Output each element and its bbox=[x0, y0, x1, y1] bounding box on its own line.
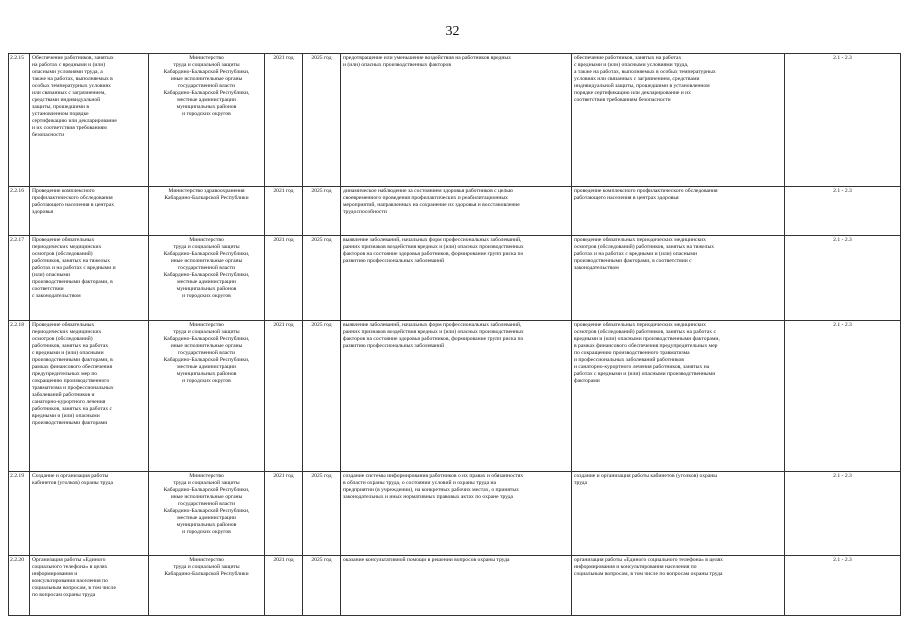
start-year: 2021 год bbox=[265, 321, 303, 472]
measures-table bbox=[8, 53, 901, 616]
end-year: 2025 год bbox=[303, 321, 341, 472]
indicator-link: проведение обязательных периодических медицинских осмотров (обследований) работников, занятых на тяжелых работах и на работах с вредными и (или) опасными производственными факторами, в соответствии с законодательством bbox=[572, 236, 785, 321]
row-number: 2.2.20 bbox=[9, 556, 30, 616]
expected-result: создание системы информирования работников о их правах и обязанностях в области охраны труда, о состоянии условий и охраны труда на предприятии (в учреждении), на конкретных рабочих местах, о принятых законодательных и иных нормативных правовых актах по охране труда bbox=[341, 472, 572, 556]
indicator-link: обеспечение работников, занятых на работах с вредными и (или) опасными условиями труда, а также на работах, выполняемых в особых температурных условиях или связанных с загрязнением, средствами индивидуальной защиты, прошедшими в установленном порядке сертификацию или декларирование и их соответствия требованиям безопасности bbox=[572, 54, 785, 187]
indicator-number: 2.1 - 2.3 bbox=[785, 321, 901, 472]
expected-result: оказание консультативной помощи в решении вопросов охраны труда bbox=[341, 556, 572, 616]
row-number: 2.2.17 bbox=[9, 236, 30, 321]
page-number: 32 bbox=[445, 24, 460, 39]
executor: Министерство здравоохранения Кабардино-Балкарской Республики bbox=[149, 187, 265, 236]
table-row bbox=[9, 321, 901, 472]
indicator-number: 2.1 - 2.3 bbox=[785, 54, 901, 187]
executor: Министерство труда и социальной защиты Кабардино-Балкарской Республики bbox=[149, 556, 265, 616]
indicator-link: организация работы «Единого социального телефона» в целях информирования и консультирования населения по социальным вопросам, в том числе по вопросам охраны труда bbox=[572, 556, 785, 616]
expected-result: выявление заболеваний, начальных форм профессиональных заболеваний, ранних признаков воздействия вредных и (или) опасных производственных факторов на состояние здоровья работников, формирование групп риска по развитию профессиональных заболеваний bbox=[341, 236, 572, 321]
end-year: 2025 год bbox=[303, 556, 341, 616]
row-number: 2.2.15 bbox=[9, 54, 30, 187]
indicator-link: проведение комплексного профилактического обследования работающего населения в центрах здоровья bbox=[572, 187, 785, 236]
row-number: 2.2.18 bbox=[9, 321, 30, 472]
end-year: 2025 год bbox=[303, 236, 341, 321]
executor: Министерство труда и социальной защиты Кабардино-Балкарской Республики, иные исполнительные органы государственной власти Кабардино-Балкарской Республики, местные администрации муниципальных районов и городских округов bbox=[149, 321, 265, 472]
measure-name: Проведение обязательных периодических медицинских осмотров (обследований) работников, занятых на работах с вредными и (или) опасными производственными факторами, в рамках финансового обеспечения предупредительных мер по сокращению производственного травматизма и профессиональных заболеваний работников и санаторно-курортного лечения работников, занятых на работах с вредными и (или) опасными производственными факторами bbox=[30, 321, 149, 472]
indicator-link: проведение обязательных периодических медицинских осмотров (обследований) работников, занятых на работах с вредными и (или) опасными производственными факторами, в рамках финансового обеспечения предупредительных мер по сокращению производственного травматизма и профессиональных заболеваний работников и санаторно-курортного лечения работников, занятых на работах с вредными и (или) опасными производственными факторами bbox=[572, 321, 785, 472]
row-number: 2.2.16 bbox=[9, 187, 30, 236]
end-year: 2025 год bbox=[303, 472, 341, 556]
start-year: 2021 год bbox=[265, 472, 303, 556]
measure-name: Обеспечение работников, занятых на работах с вредными и (или) опасными условиями труда, а также на работах, выполняемых в особых температурных условиях или связанных с загрязнением, средствами индивидуальной защиты, прошедшими в установленном порядке сертификацию или декларирование и их соответствия требованиям безопасности bbox=[30, 54, 149, 187]
expected-result: выявление заболеваний, начальных форм профессиональных заболеваний, ранних признаков воздействия вредных и (или) опасных производственных факторов на состояние здоровья работников, формирование групп риска по развитию профессиональных заболеваний bbox=[341, 321, 572, 472]
start-year: 2021 год bbox=[265, 54, 303, 187]
start-year: 2021 год bbox=[265, 556, 303, 616]
measure-name: Проведение обязательных периодических медицинских осмотров (обследований) работников, занятых на тяжелых работах и на работах с вредными и (или) опасными производственными факторами, в соответствии с законодательством bbox=[30, 236, 149, 321]
measure-name: Организация работы «Единого социального телефона» в целях информирования и консультирования населения по социальным вопросам, в том числе по вопросам охраны труда bbox=[30, 556, 149, 616]
expected-result: динамическое наблюдение за состоянием здоровья работников с целью своевременного проведения профилактических и реабилитационных мероприятий, направленных на сохранение их здоровья и восстановление трудоспособности bbox=[341, 187, 572, 236]
table-row bbox=[9, 472, 901, 556]
table-row bbox=[9, 236, 901, 321]
end-year: 2025 год bbox=[303, 187, 341, 236]
end-year: 2025 год bbox=[303, 54, 341, 187]
measure-name: Создание и организация работы кабинетов (уголков) охраны труда bbox=[30, 472, 149, 556]
indicator-number: 2.1 - 2.3 bbox=[785, 556, 901, 616]
table-row bbox=[9, 54, 901, 187]
indicator-number: 2.1 - 2.3 bbox=[785, 236, 901, 321]
start-year: 2021 год bbox=[265, 187, 303, 236]
row-number: 2.2.19 bbox=[9, 472, 30, 556]
start-year: 2021 год bbox=[265, 236, 303, 321]
executor: Министерство труда и социальной защиты Кабардино-Балкарской Республики, иные исполнительные органы государственной власти Кабардино-Балкарской Республики, местные администрации муниципальных районов и городских округов bbox=[149, 236, 265, 321]
table-row bbox=[9, 556, 901, 616]
executor: Министерство труда и социальной защиты Кабардино-Балкарской Республики, иные исполнительные органы государственной власти Кабардино-Балкарской Республики, местные администрации муниципальных районов и городских округов bbox=[149, 472, 265, 556]
measure-name: Проведение комплексного профилактического обследования работающего населения в центрах здоровья bbox=[30, 187, 149, 236]
indicator-link: создание и организация работы кабинетов (уголков) охраны труда bbox=[572, 472, 785, 556]
indicator-number: 2.1 - 2.3 bbox=[785, 187, 901, 236]
indicator-number: 2.1 - 2.3 bbox=[785, 472, 901, 556]
table-row bbox=[9, 187, 901, 236]
expected-result: предотвращение или уменьшение воздействия на работников вредных и (или) опасных производственных факторов bbox=[341, 54, 572, 187]
executor: Министерство труда и социальной защиты Кабардино-Балкарской Республики, иные исполнительные органы государственной власти Кабардино-Балкарской Республики, местные администрации муниципальных районов и городских округов bbox=[149, 54, 265, 187]
